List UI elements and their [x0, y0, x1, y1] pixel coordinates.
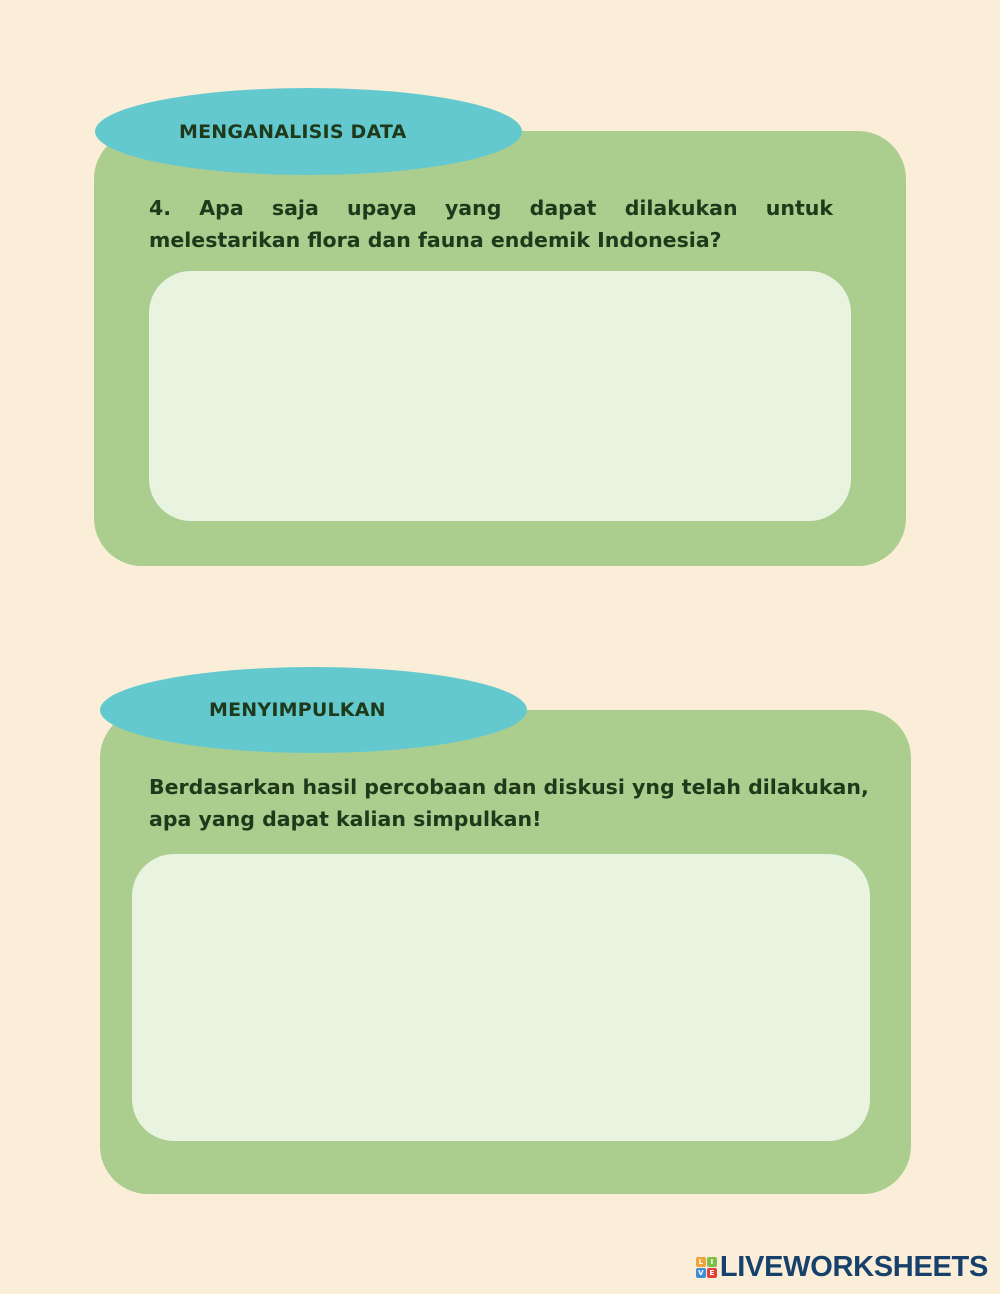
- logo-letter-i: I: [707, 1257, 717, 1267]
- conclusion-header-label: MENYIMPULKAN: [209, 699, 386, 721]
- logo-letter-e: E: [707, 1268, 717, 1278]
- analysis-question: 4. Apa saja upaya yang dapat dilakukan untuk melestarikan flora dan fauna endemik Indonesia?: [149, 196, 833, 252]
- analysis-header-label: MENGANALISIS DATA: [179, 120, 407, 143]
- liveworksheets-logo-text: LIVEWORKSHEETS: [719, 1251, 988, 1283]
- logo-letter-v: V: [696, 1268, 706, 1278]
- analysis-header-pill: [95, 88, 522, 175]
- analysis-answer-input[interactable]: [149, 271, 851, 521]
- conclusion-answer-input[interactable]: [132, 854, 870, 1141]
- liveworksheets-logo: [696, 1251, 988, 1284]
- liveworksheets-logo-icon: [696, 1257, 717, 1278]
- logo-letter-l: L: [696, 1257, 706, 1267]
- conclusion-header-pill: [100, 667, 527, 753]
- conclusion-question: Berdasarkan hasil percobaan dan diskusi yng telah dilakukan, apa yang dapat kalian simpulkan!: [149, 775, 869, 831]
